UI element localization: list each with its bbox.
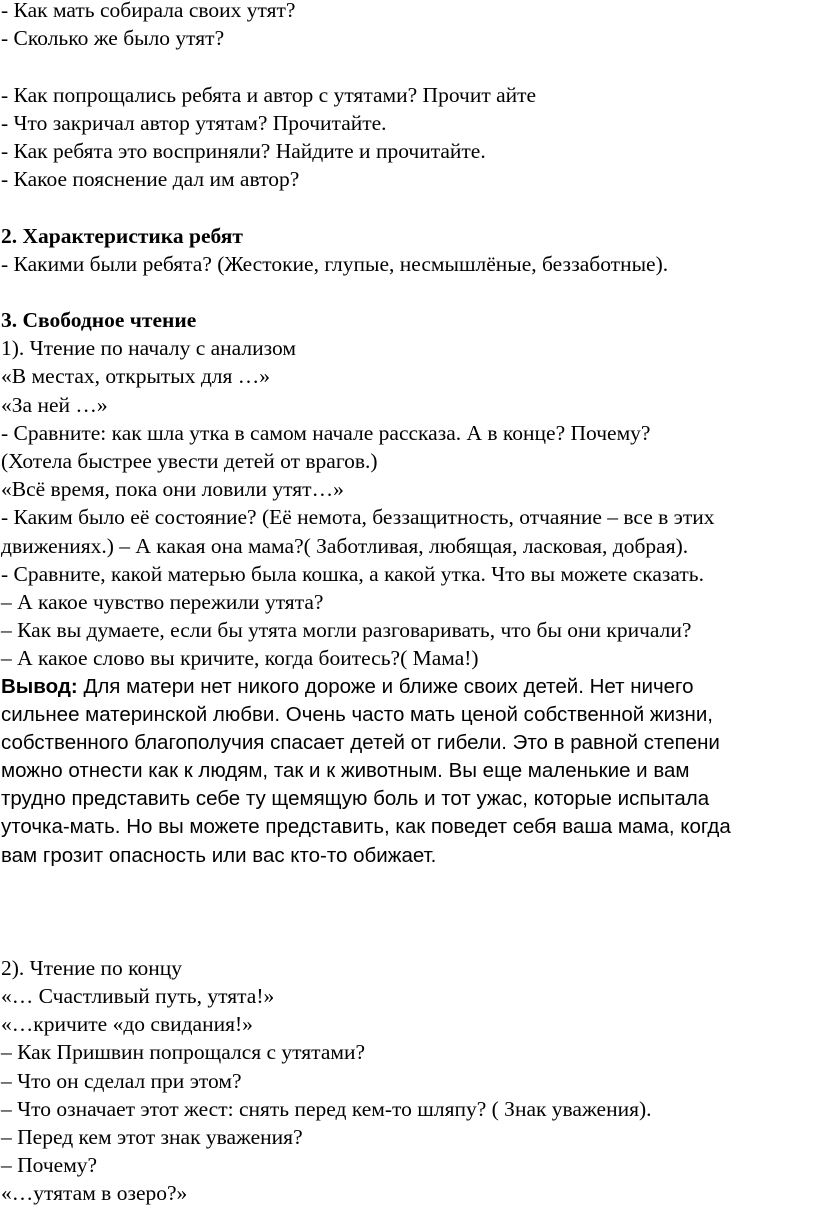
text-line: – А какое слово вы кричите, когда боитесь?( Мама!) [1, 646, 479, 671]
block-questions-mother [1, 0, 816, 52]
blank-line [1, 278, 816, 306]
text-line: - Как попрощались ребята и автор с утятами? Прочит айте [1, 82, 537, 107]
section-free-reading [1, 306, 816, 672]
text-line: «… Счастливый путь, утята!» [1, 984, 275, 1008]
blank-line [1, 193, 816, 221]
text-line: вам грозит опасность или вас кто-то обижает. [1, 843, 437, 867]
text-line: – Как Пришвин попрощался с утятами? [1, 1040, 366, 1065]
text-line: собственного благополучия спасает детей от гибели. Это в равной степени [1, 730, 720, 754]
text-line: - Как ребята это восприняли? Найдите и прочитайте. [1, 138, 486, 163]
text-line: - Каким было её состояние? (Её немота, беззащитность, отчаяние – все в этих [1, 505, 715, 530]
text-line: уточка-мать. Но вы можете представить, как поведет себя ваша мама, когда [1, 815, 731, 839]
text-line: движениях.) – А какая она мама?( Заботливая, любящая, ласковая, добрая). [1, 533, 689, 558]
text-line: - Какое пояснение дал им автор? [1, 167, 300, 192]
text-line: (Хотела быстрее увести детей от врагов.) [1, 449, 378, 473]
conclusion-first-line [1, 673, 816, 701]
text-line: можно отнести как к людям, так и к животным. Вы еще маленькие и вам [1, 759, 690, 783]
text-line: 2). Чтение по концу [1, 955, 182, 980]
text-line: «За ней …» [1, 392, 108, 417]
text-line: «В местах, открытых для …» [1, 364, 271, 389]
text-line: «…утятам в озеро?» [1, 1181, 188, 1206]
text-line: - Сколько же было утят? [1, 26, 225, 51]
text-line: – Почему? [1, 1153, 98, 1178]
section-characteristics [1, 222, 816, 278]
conclusion-text: Для матери нет никого дороже и ближе своих детей. Нет ничего [77, 674, 694, 698]
text-line: – Что означает этот жест: снять перед кем-то шляпу? ( Знак уважения). [1, 1096, 652, 1121]
text-line: - Что закричал автор утятам? Прочитайте. [1, 110, 387, 135]
block-questions-farewell [1, 81, 816, 194]
text-line: «…кричите «до свидания!» [1, 1012, 253, 1037]
text-line: - Сравните: как шла утка в самом начале рассказа. А в конце? Почему? [1, 420, 651, 445]
text-line: 1). Чтение по началу с анализом [1, 336, 296, 361]
text-line: - Сравните, какой матерью была кошка, а какой утка. Что вы можете сказать. [1, 561, 704, 586]
section-reading-ending [1, 954, 816, 1208]
text-line: - Какими были ребята? (Жестокие, глупые, несмышлёные, беззаботные). [1, 251, 669, 276]
text-line: – Что он сделал при этом? [1, 1068, 242, 1093]
text-line: – А какое чувство пережили утята? [1, 589, 324, 614]
conclusion-label: Вывод: [1, 674, 78, 698]
text-line: – Как вы думаете, если бы утята могли разговаривать, что бы они кричали? [1, 618, 692, 643]
section-heading: 3. Свободное чтение [1, 308, 197, 333]
blank-space [1, 870, 816, 954]
text-line: «Всё время, пока они ловили утят…» [1, 477, 344, 502]
section-heading: 2. Характеристика ребят [1, 223, 243, 248]
conclusion-paragraph [1, 673, 816, 870]
blank-line [1, 52, 816, 80]
text-line: сильнее материнской любви. Очень часто мать ценой собственной жизни, [1, 702, 713, 726]
text-line: - Как мать собирала своих утят? [1, 0, 296, 22]
text-line: трудно представить себе ту щемящую боль и тот ужас, которые испытала [1, 787, 710, 811]
text-line: – Перед кем этот знак уважения? [1, 1124, 303, 1149]
